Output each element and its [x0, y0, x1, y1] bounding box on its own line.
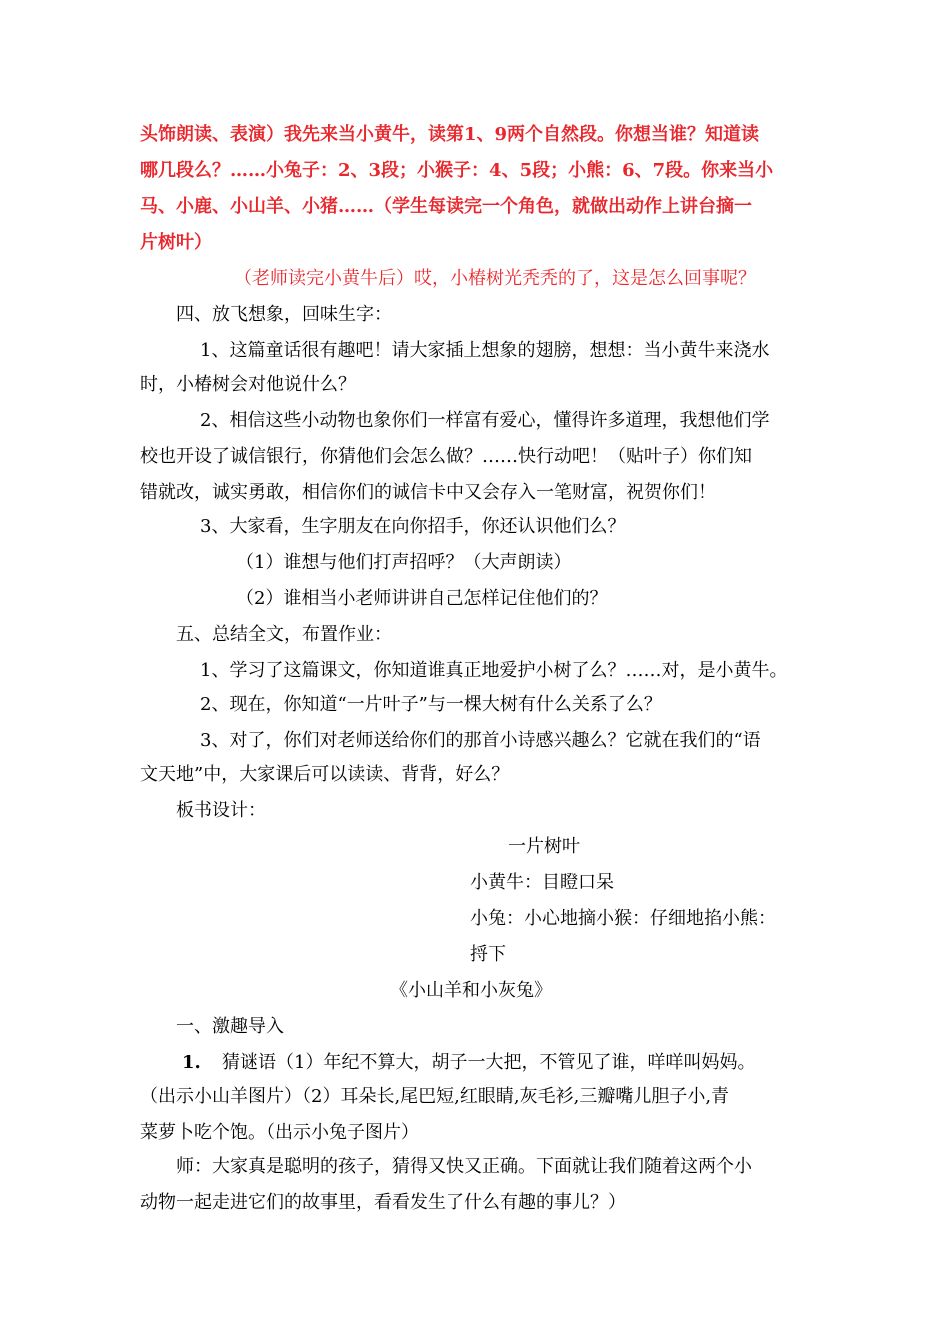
board-line-1: 小黄牛：目瞪口呆	[470, 872, 614, 893]
lesson-2-item-1-number: 1.	[182, 1052, 201, 1073]
section-5-item-3-line-1: 3、对了，你们对老师送给你们的那首小诗感兴趣么？它就在我们的“语	[200, 730, 761, 751]
section-5-item-2: 2、现在，你知道“一片叶子”与一棵大树有什么关系了么？	[200, 694, 662, 715]
lesson-2-heading: 一、激趣导入	[176, 1016, 284, 1037]
section-4-item-1-line-2: 时，小椿树会对他说什么？	[140, 374, 356, 395]
board-design-heading: 板书设计：	[176, 800, 266, 821]
board-line-3: 捋下	[470, 944, 506, 965]
board-line-2: 小兔：小心地摘小猴：仔细地掐小熊：	[470, 908, 776, 929]
board-title: 一片树叶	[508, 836, 580, 857]
lesson-2-item-1-line-1: 猜谜语（1）年纪不算大，胡子一大把，不管见了谁，咩咩叫妈妈。	[222, 1052, 756, 1073]
section-5-item-3-line-2: 文天地”中，大家课后可以读读、背背，好么？	[140, 764, 510, 785]
teacher-line-2: 动物一起走进它们的故事里，看看发生了什么有趣的事儿？）	[140, 1192, 626, 1213]
red-paragraph-line-1: 头饰朗读、表演）我先来当小黄牛，读第1、9两个自然段。你想当谁？知道读	[140, 124, 760, 145]
section-5-heading: 五、总结全文，布置作业：	[176, 624, 392, 645]
section-4-heading: 四、放飞想象，回味生字：	[176, 304, 392, 325]
lesson-2-title: 《小山羊和小灰兔》	[390, 980, 552, 1001]
section-4-sub-1: （1）谁想与他们打声招呼？（大声朗读）	[236, 552, 572, 573]
lesson-2-item-1-line-2: （出示小山羊图片）（2）耳朵长,尾巴短,红眼睛,灰毛衫,三瓣嘴儿胆子小,青	[140, 1086, 730, 1107]
section-4-item-3: 3、大家看，生字朋友在向你招手，你还认识他们么？	[200, 516, 626, 537]
red-paragraph-line-4: 片树叶）	[140, 232, 212, 253]
section-4-sub-2: （2）谁相当小老师讲讲自己怎样记住他们的？	[236, 588, 608, 609]
section-4-item-2-line-3: 错就改，诚实勇敢，相信你们的诚信卡中又会存入一笔财富，祝贺你们！	[140, 482, 716, 503]
lesson-2-item-1-line-3: 菜萝卜吃个饱。（出示小兔子图片）	[140, 1122, 419, 1143]
teacher-line-1: 师：大家真是聪明的孩子，猜得又快又正确。下面就让我们随着这两个小	[176, 1156, 752, 1177]
section-4-item-2-line-1: 2、相信这些小动物也象你们一样富有爱心，懂得许多道理，我想他们学	[200, 410, 770, 431]
section-4-item-1-line-1: 1、这篇童话很有趣吧！请大家插上想象的翅膀，想想：当小黄牛来浇水	[200, 340, 770, 361]
section-5-item-1: 1、学习了这篇课文，你知道谁真正地爱护小树了么？……对，是小黄牛。	[200, 660, 788, 681]
section-4-item-2-line-2: 校也开设了诚信银行，你猜他们会怎么做？……快行动吧！（贴叶子）你们知	[140, 446, 752, 467]
after-reading-line: （老师读完小黄牛后）哎，小椿树光秃秃的了，这是怎么回事呢？	[234, 268, 756, 289]
red-paragraph-line-2: 哪几段么？……小兔子：2、3段；小猴子：4、5段；小熊：6、7段。你来当小	[140, 160, 774, 181]
red-paragraph-line-3: 马、小鹿、小山羊、小猪……（学生每读完一个角色，就做出动作上讲台摘一	[140, 196, 752, 217]
